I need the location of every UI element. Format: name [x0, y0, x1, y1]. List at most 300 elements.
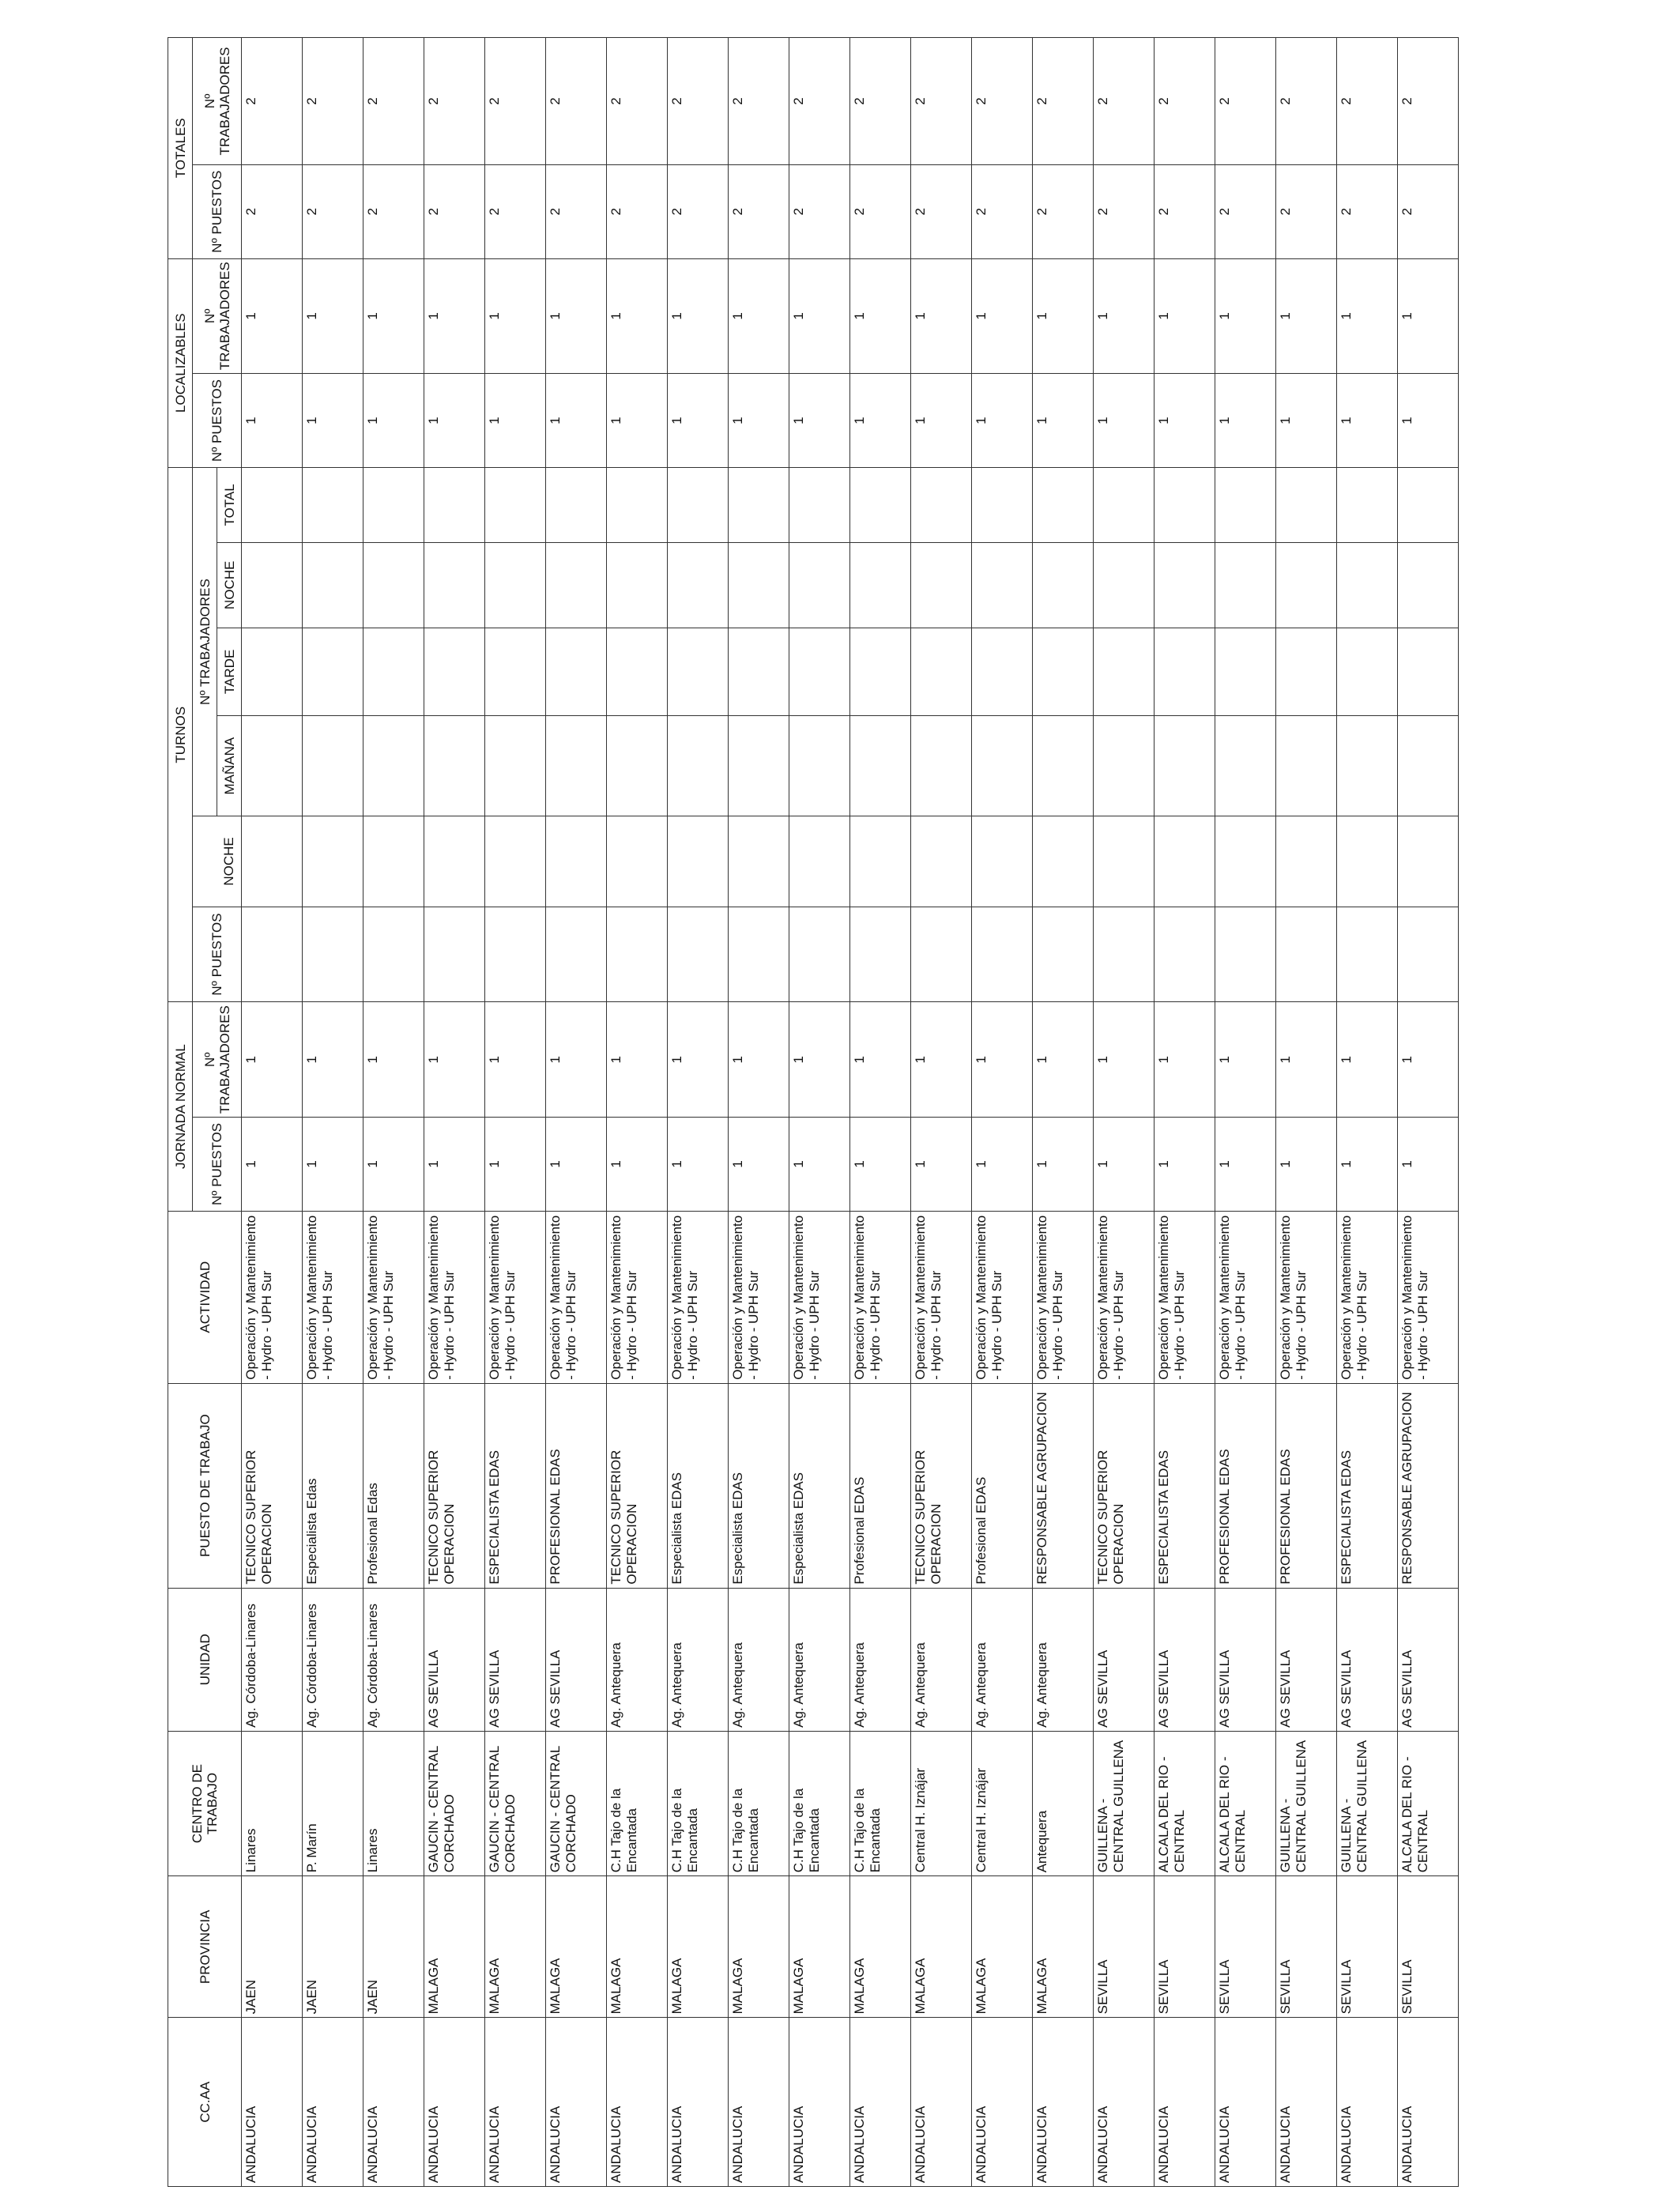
cell-turnos-puestos: [424, 907, 485, 1002]
cell-manana: [850, 715, 911, 816]
cell-tot-trabajadores: 2: [1155, 38, 1215, 165]
header-ccaa: CC.AA: [168, 2018, 242, 2187]
cell-jn-trabajadores: 1: [1094, 1002, 1155, 1118]
header-turnos-trabajadores: Nº TRABAJADORES: [193, 467, 217, 816]
table-row: [424, 38, 485, 2187]
cell-centro-trabajo: Central H. Iznájar: [911, 1731, 972, 1875]
cell-loc-puestos: 1: [424, 374, 485, 468]
cell-tot-puestos: 2: [1215, 164, 1276, 258]
cell-actividad: Operación y Mantenimiento - Hydro - UPH Sur: [607, 1211, 668, 1383]
cell-centro-trabajo: Linares: [363, 1731, 424, 1875]
cell-loc-trabajadores: 1: [668, 258, 729, 374]
cell-tot-puestos: 2: [1094, 164, 1155, 258]
cell-turnos-noche: [850, 816, 911, 907]
cell-tot-puestos: 2: [1398, 164, 1459, 258]
cell-puesto-trabajo: Profesional EDAS: [972, 1383, 1033, 1588]
cell-tot-trabajadores: 2: [1276, 38, 1337, 165]
cell-tot-puestos: 2: [485, 164, 546, 258]
cell-turnos-puestos: [911, 907, 972, 1002]
cell-jn-trabajadores: 1: [1155, 1002, 1215, 1118]
cell-turnos-puestos: [1337, 907, 1398, 1002]
cell-tot-trabajadores: 2: [607, 38, 668, 165]
cell-actividad: Operación y Mantenimiento - Hydro - UPH Sur: [546, 1211, 607, 1383]
cell-provincia: SEVILLA: [1155, 1876, 1215, 2018]
cell-unidad: Ag. Córdoba-Linares: [242, 1588, 303, 1731]
cell-turnos-noche: [303, 816, 363, 907]
cell-tot-puestos: 2: [1155, 164, 1215, 258]
cell-unidad: Ag. Antequera: [911, 1588, 972, 1731]
cell-total: [1033, 467, 1094, 542]
cell-turnos-puestos: [485, 907, 546, 1002]
cell-tarde: [1155, 628, 1215, 715]
cell-manana: [1337, 715, 1398, 816]
cell-loc-trabajadores: 1: [363, 258, 424, 374]
cell-puesto-trabajo: RESPONSABLE AGRUPACION: [1398, 1383, 1459, 1588]
cell-actividad: Operación y Mantenimiento - Hydro - UPH Sur: [911, 1211, 972, 1383]
cell-jn-trabajadores: 1: [789, 1002, 850, 1118]
cell-manana: [1215, 715, 1276, 816]
cell-jn-trabajadores: 1: [1276, 1002, 1337, 1118]
cell-jn-puestos: 1: [242, 1118, 303, 1212]
cell-unidad: Ag. Antequera: [789, 1588, 850, 1731]
cell-jn-puestos: 1: [485, 1118, 546, 1212]
header-unidad: UNIDAD: [168, 1588, 242, 1731]
cell-centro-trabajo: ALCALA DEL RIO - CENTRAL: [1215, 1731, 1276, 1875]
cell-centro-trabajo: C.H Tajo de la Encantada: [729, 1731, 789, 1875]
cell-loc-puestos: 1: [1337, 374, 1398, 468]
cell-jn-trabajadores: 1: [1033, 1002, 1094, 1118]
table-row: [303, 38, 363, 2187]
header-jn-trabajadores: Nº TRABAJADORES: [193, 1002, 242, 1118]
cell-total: [789, 467, 850, 542]
cell-unidad: Ag. Córdoba-Linares: [363, 1588, 424, 1731]
cell-turnos-puestos: [789, 907, 850, 1002]
cell-jn-trabajadores: 1: [1337, 1002, 1398, 1118]
cell-manana: [546, 715, 607, 816]
cell-tarde: [850, 628, 911, 715]
cell-noche: [1094, 542, 1155, 628]
cell-provincia: MALAGA: [789, 1876, 850, 2018]
cell-turnos-noche: [363, 816, 424, 907]
cell-provincia: JAEN: [363, 1876, 424, 2018]
cell-loc-trabajadores: 1: [789, 258, 850, 374]
cell-noche: [729, 542, 789, 628]
cell-loc-puestos: 1: [303, 374, 363, 468]
cell-ccaa: ANDALUCIA: [1276, 2018, 1337, 2187]
cell-tot-trabajadores: 2: [242, 38, 303, 165]
cell-manana: [972, 715, 1033, 816]
cell-tarde: [607, 628, 668, 715]
cell-manana: [242, 715, 303, 816]
header-manana: MAÑANA: [217, 715, 242, 816]
cell-provincia: MALAGA: [729, 1876, 789, 2018]
header-puesto-trabajo: PUESTO DE TRABAJO: [168, 1383, 242, 1588]
cell-centro-trabajo: ALCALA DEL RIO - CENTRAL: [1155, 1731, 1215, 1875]
cell-jn-puestos: 1: [1094, 1118, 1155, 1212]
cell-jn-puestos: 1: [1398, 1118, 1459, 1212]
cell-puesto-trabajo: PROFESIONAL EDAS: [546, 1383, 607, 1588]
cell-puesto-trabajo: TECNICO SUPERIOR OPERACION: [424, 1383, 485, 1588]
cell-loc-puestos: 1: [607, 374, 668, 468]
cell-loc-trabajadores: 1: [485, 258, 546, 374]
cell-loc-puestos: 1: [729, 374, 789, 468]
cell-loc-puestos: 1: [485, 374, 546, 468]
cell-jn-trabajadores: 1: [668, 1002, 729, 1118]
cell-tot-trabajadores: 2: [424, 38, 485, 165]
cell-turnos-noche: [1215, 816, 1276, 907]
cell-noche: [1276, 542, 1337, 628]
cell-unidad: Ag. Antequera: [668, 1588, 729, 1731]
cell-noche: [911, 542, 972, 628]
cell-turnos-noche: [242, 816, 303, 907]
cell-ccaa: ANDALUCIA: [1215, 2018, 1276, 2187]
cell-turnos-noche: [607, 816, 668, 907]
cell-tot-trabajadores: 2: [1033, 38, 1094, 165]
cell-unidad: AG SEVILLA: [424, 1588, 485, 1731]
cell-tarde: [1398, 628, 1459, 715]
cell-centro-trabajo: C.H Tajo de la Encantada: [668, 1731, 729, 1875]
table-row: [1398, 38, 1459, 2187]
header-tot-trabajadores: Nº TRABAJADORES: [193, 38, 242, 165]
cell-total: [242, 467, 303, 542]
table-row: [1276, 38, 1337, 2187]
cell-provincia: MALAGA: [607, 1876, 668, 2018]
cell-loc-trabajadores: 1: [729, 258, 789, 374]
cell-total: [1215, 467, 1276, 542]
cell-turnos-noche: [668, 816, 729, 907]
cell-centro-trabajo: Antequera: [1033, 1731, 1094, 1875]
cell-noche: [972, 542, 1033, 628]
cell-turnos-puestos: [729, 907, 789, 1002]
cell-total: [1398, 467, 1459, 542]
cell-total: [546, 467, 607, 542]
cell-loc-puestos: 1: [668, 374, 729, 468]
cell-noche: [485, 542, 546, 628]
cell-loc-puestos: 1: [972, 374, 1033, 468]
cell-tarde: [424, 628, 485, 715]
cell-jn-trabajadores: 1: [242, 1002, 303, 1118]
cell-provincia: SEVILLA: [1398, 1876, 1459, 2018]
cell-manana: [1033, 715, 1094, 816]
cell-unidad: Ag. Antequera: [607, 1588, 668, 1731]
cell-jn-puestos: 1: [424, 1118, 485, 1212]
cell-tot-trabajadores: 2: [729, 38, 789, 165]
cell-ccaa: ANDALUCIA: [1155, 2018, 1215, 2187]
cell-centro-trabajo: C.H Tajo de la Encantada: [850, 1731, 911, 1875]
table-row: [1337, 38, 1398, 2187]
cell-manana: [789, 715, 850, 816]
cell-actividad: Operación y Mantenimiento - Hydro - UPH Sur: [303, 1211, 363, 1383]
cell-loc-puestos: 1: [546, 374, 607, 468]
cell-tarde: [1033, 628, 1094, 715]
cell-actividad: Operación y Mantenimiento - Hydro - UPH Sur: [1155, 1211, 1215, 1383]
cell-jn-puestos: 1: [1337, 1118, 1398, 1212]
header-loc-trabajadores: Nº TRABAJADORES: [193, 258, 242, 374]
cell-loc-puestos: 1: [363, 374, 424, 468]
cell-jn-puestos: 1: [1155, 1118, 1215, 1212]
cell-turnos-puestos: [1033, 907, 1094, 1002]
table-row: [911, 38, 972, 2187]
cell-actividad: Operación y Mantenimiento - Hydro - UPH Sur: [850, 1211, 911, 1383]
cell-tot-puestos: 2: [242, 164, 303, 258]
cell-provincia: JAEN: [303, 1876, 363, 2018]
cell-jn-puestos: 1: [789, 1118, 850, 1212]
cell-jn-trabajadores: 1: [303, 1002, 363, 1118]
cell-actividad: Operación y Mantenimiento - Hydro - UPH Sur: [485, 1211, 546, 1383]
cell-unidad: Ag. Córdoba-Linares: [303, 1588, 363, 1731]
cell-actividad: Operación y Mantenimiento - Hydro - UPH Sur: [1337, 1211, 1398, 1383]
cell-tot-trabajadores: 2: [1215, 38, 1276, 165]
cell-jn-trabajadores: 1: [485, 1002, 546, 1118]
cell-tot-trabajadores: 2: [1337, 38, 1398, 165]
cell-unidad: AG SEVILLA: [1276, 1588, 1337, 1731]
cell-loc-trabajadores: 1: [1155, 258, 1215, 374]
table-row: [363, 38, 424, 2187]
cell-centro-trabajo: GAUCIN - CENTRAL CORCHADO: [485, 1731, 546, 1875]
cell-loc-trabajadores: 1: [850, 258, 911, 374]
cell-loc-trabajadores: 1: [242, 258, 303, 374]
table-row: [972, 38, 1033, 2187]
cell-turnos-puestos: [242, 907, 303, 1002]
cell-unidad: AG SEVILLA: [485, 1588, 546, 1731]
cell-total: [607, 467, 668, 542]
header-turnos-noche-spacer: [193, 816, 217, 907]
cell-puesto-trabajo: ESPECIALISTA EDAS: [485, 1383, 546, 1588]
cell-tarde: [242, 628, 303, 715]
cell-loc-puestos: 1: [1276, 374, 1337, 468]
cell-turnos-puestos: [1215, 907, 1276, 1002]
cell-jn-trabajadores: 1: [911, 1002, 972, 1118]
cell-actividad: Operación y Mantenimiento - Hydro - UPH Sur: [424, 1211, 485, 1383]
cell-tarde: [789, 628, 850, 715]
cell-noche: [546, 542, 607, 628]
cell-puesto-trabajo: ESPECIALISTA EDAS: [1155, 1383, 1215, 1588]
cell-jn-puestos: 1: [850, 1118, 911, 1212]
cell-centro-trabajo: Linares: [242, 1731, 303, 1875]
cell-manana: [1276, 715, 1337, 816]
cell-turnos-puestos: [607, 907, 668, 1002]
cell-loc-trabajadores: 1: [972, 258, 1033, 374]
cell-puesto-trabajo: ESPECIALISTA EDAS: [1337, 1383, 1398, 1588]
cell-puesto-trabajo: Especialista EDAS: [729, 1383, 789, 1588]
cell-turnos-noche: [546, 816, 607, 907]
cell-turnos-noche: [911, 816, 972, 907]
cell-unidad: AG SEVILLA: [1094, 1588, 1155, 1731]
header-tarde: TARDE: [217, 628, 242, 715]
cell-manana: [363, 715, 424, 816]
cell-provincia: SEVILLA: [1094, 1876, 1155, 2018]
cell-loc-puestos: 1: [1398, 374, 1459, 468]
cell-provincia: MALAGA: [668, 1876, 729, 2018]
cell-loc-trabajadores: 1: [1398, 258, 1459, 374]
cell-manana: [1155, 715, 1215, 816]
cell-provincia: SEVILLA: [1215, 1876, 1276, 2018]
cell-tot-puestos: 2: [1276, 164, 1337, 258]
cell-jn-puestos: 1: [303, 1118, 363, 1212]
cell-puesto-trabajo: Profesional EDAS: [850, 1383, 911, 1588]
cell-noche: [668, 542, 729, 628]
cell-centro-trabajo: GUILLENA - CENTRAL GUILLENA: [1276, 1731, 1337, 1875]
cell-tot-puestos: 2: [789, 164, 850, 258]
header-centro-trabajo: CENTRO DE TRABAJO: [168, 1731, 242, 1875]
cell-tot-trabajadores: 2: [303, 38, 363, 165]
cell-loc-trabajadores: 1: [546, 258, 607, 374]
header-tot-puestos: Nº PUESTOS: [193, 164, 242, 258]
header-jn-puestos: Nº PUESTOS: [193, 1118, 242, 1212]
cell-centro-trabajo: GAUCIN - CENTRAL CORCHADO: [546, 1731, 607, 1875]
cell-turnos-puestos: [1155, 907, 1215, 1002]
cell-total: [1094, 467, 1155, 542]
cell-turnos-noche: [789, 816, 850, 907]
cell-provincia: SEVILLA: [1276, 1876, 1337, 2018]
cell-total: [1337, 467, 1398, 542]
cell-jn-puestos: 1: [363, 1118, 424, 1212]
cell-tot-trabajadores: 2: [972, 38, 1033, 165]
cell-puesto-trabajo: Especialista EDAS: [789, 1383, 850, 1588]
cell-tarde: [668, 628, 729, 715]
cell-turnos-noche: [729, 816, 789, 907]
table-row: [1033, 38, 1094, 2187]
cell-loc-puestos: 1: [242, 374, 303, 468]
cell-turnos-puestos: [363, 907, 424, 1002]
cell-noche: [363, 542, 424, 628]
cell-jn-trabajadores: 1: [1215, 1002, 1276, 1118]
table-row: [242, 38, 303, 2187]
cell-tot-puestos: 2: [1033, 164, 1094, 258]
cell-turnos-noche: [1398, 816, 1459, 907]
cell-puesto-trabajo: TECNICO SUPERIOR OPERACION: [242, 1383, 303, 1588]
header-loc-puestos: Nº PUESTOS: [193, 374, 242, 468]
cell-ccaa: ANDALUCIA: [607, 2018, 668, 2187]
cell-turnos-puestos: [303, 907, 363, 1002]
cell-noche: [789, 542, 850, 628]
cell-noche: [607, 542, 668, 628]
table-row: [1155, 38, 1215, 2187]
table-row: [1215, 38, 1276, 2187]
cell-loc-trabajadores: 1: [424, 258, 485, 374]
header-actividad: ACTIVIDAD: [168, 1211, 242, 1383]
cell-total: [729, 467, 789, 542]
cell-turnos-puestos: [1094, 907, 1155, 1002]
cell-puesto-trabajo: TECNICO SUPERIOR OPERACION: [607, 1383, 668, 1588]
cell-puesto-trabajo: PROFESIONAL EDAS: [1276, 1383, 1337, 1588]
cell-total: [424, 467, 485, 542]
header-localizables: LOCALIZABLES: [168, 258, 193, 467]
cell-jn-trabajadores: 1: [729, 1002, 789, 1118]
cell-turnos-noche: [1276, 816, 1337, 907]
cell-provincia: SEVILLA: [1337, 1876, 1398, 2018]
cell-actividad: Operación y Mantenimiento - Hydro - UPH Sur: [1276, 1211, 1337, 1383]
cell-puesto-trabajo: Profesional Edas: [363, 1383, 424, 1588]
cell-tot-trabajadores: 2: [363, 38, 424, 165]
header-turnos: TURNOS: [168, 467, 193, 1002]
cell-provincia: JAEN: [242, 1876, 303, 2018]
cell-loc-puestos: 1: [1033, 374, 1094, 468]
cell-total: [303, 467, 363, 542]
cell-ccaa: ANDALUCIA: [303, 2018, 363, 2187]
cell-jn-puestos: 1: [729, 1118, 789, 1212]
cell-total: [850, 467, 911, 542]
cell-jn-trabajadores: 1: [424, 1002, 485, 1118]
cell-loc-trabajadores: 1: [607, 258, 668, 374]
cell-turnos-puestos: [972, 907, 1033, 1002]
header-totales: TOTALES: [168, 38, 193, 259]
cell-manana: [911, 715, 972, 816]
cell-actividad: Operación y Mantenimiento - Hydro - UPH Sur: [1094, 1211, 1155, 1383]
cell-loc-puestos: 1: [1215, 374, 1276, 468]
cell-ccaa: ANDALUCIA: [1398, 2018, 1459, 2187]
cell-actividad: Operación y Mantenimiento - Hydro - UPH Sur: [972, 1211, 1033, 1383]
cell-puesto-trabajo: PROFESIONAL EDAS: [1215, 1383, 1276, 1588]
cell-unidad: Ag. Antequera: [850, 1588, 911, 1731]
header-noche: NOCHE: [217, 542, 242, 628]
cell-centro-trabajo: C.H Tajo de la Encantada: [607, 1731, 668, 1875]
cell-puesto-trabajo: RESPONSABLE AGRUPACION: [1033, 1383, 1094, 1588]
cell-jn-puestos: 1: [607, 1118, 668, 1212]
cell-loc-trabajadores: 1: [1033, 258, 1094, 374]
cell-tot-trabajadores: 2: [789, 38, 850, 165]
cell-unidad: AG SEVILLA: [1215, 1588, 1276, 1731]
cell-noche: [242, 542, 303, 628]
cell-ccaa: ANDALUCIA: [911, 2018, 972, 2187]
cell-loc-trabajadores: 1: [911, 258, 972, 374]
cell-manana: [485, 715, 546, 816]
header-provincia: PROVINCIA: [168, 1876, 242, 2018]
cell-tot-puestos: 2: [911, 164, 972, 258]
cell-ccaa: ANDALUCIA: [789, 2018, 850, 2187]
cell-tarde: [972, 628, 1033, 715]
header-turnos-puestos: Nº PUESTOS: [193, 907, 242, 1002]
cell-unidad: AG SEVILLA: [1398, 1588, 1459, 1731]
cell-loc-puestos: 1: [911, 374, 972, 468]
cell-noche: [303, 542, 363, 628]
cell-loc-trabajadores: 1: [1337, 258, 1398, 374]
cell-ccaa: ANDALUCIA: [850, 2018, 911, 2187]
cell-centro-trabajo: C.H Tajo de la Encantada: [789, 1731, 850, 1875]
cell-noche: [1155, 542, 1215, 628]
cell-tot-trabajadores: 2: [485, 38, 546, 165]
header-jornada-normal: JORNADA NORMAL: [168, 1002, 193, 1211]
cell-ccaa: ANDALUCIA: [363, 2018, 424, 2187]
cell-manana: [1398, 715, 1459, 816]
cell-puesto-trabajo: Especialista EDAS: [668, 1383, 729, 1588]
cell-jn-puestos: 1: [1215, 1118, 1276, 1212]
cell-tot-puestos: 2: [424, 164, 485, 258]
cell-ccaa: ANDALUCIA: [1094, 2018, 1155, 2187]
cell-jn-trabajadores: 1: [363, 1002, 424, 1118]
cell-tot-puestos: 2: [850, 164, 911, 258]
cell-turnos-noche: [1337, 816, 1398, 907]
table-row: [729, 38, 789, 2187]
cell-tot-trabajadores: 2: [911, 38, 972, 165]
cell-unidad: Ag. Antequera: [729, 1588, 789, 1731]
cell-manana: [729, 715, 789, 816]
cell-actividad: Operación y Mantenimiento - Hydro - UPH Sur: [1398, 1211, 1459, 1383]
cell-jn-trabajadores: 1: [1398, 1002, 1459, 1118]
cell-turnos-noche: [1094, 816, 1155, 907]
cell-jn-puestos: 1: [1033, 1118, 1094, 1212]
cell-unidad: AG SEVILLA: [1337, 1588, 1398, 1731]
header-total: TOTAL: [217, 467, 242, 542]
cell-provincia: MALAGA: [424, 1876, 485, 2018]
cell-jn-puestos: 1: [668, 1118, 729, 1212]
cell-ccaa: ANDALUCIA: [972, 2018, 1033, 2187]
cell-jn-puestos: 1: [972, 1118, 1033, 1212]
cell-provincia: MALAGA: [485, 1876, 546, 2018]
table-row: [607, 38, 668, 2187]
cell-provincia: MALAGA: [972, 1876, 1033, 2018]
cell-noche: [850, 542, 911, 628]
